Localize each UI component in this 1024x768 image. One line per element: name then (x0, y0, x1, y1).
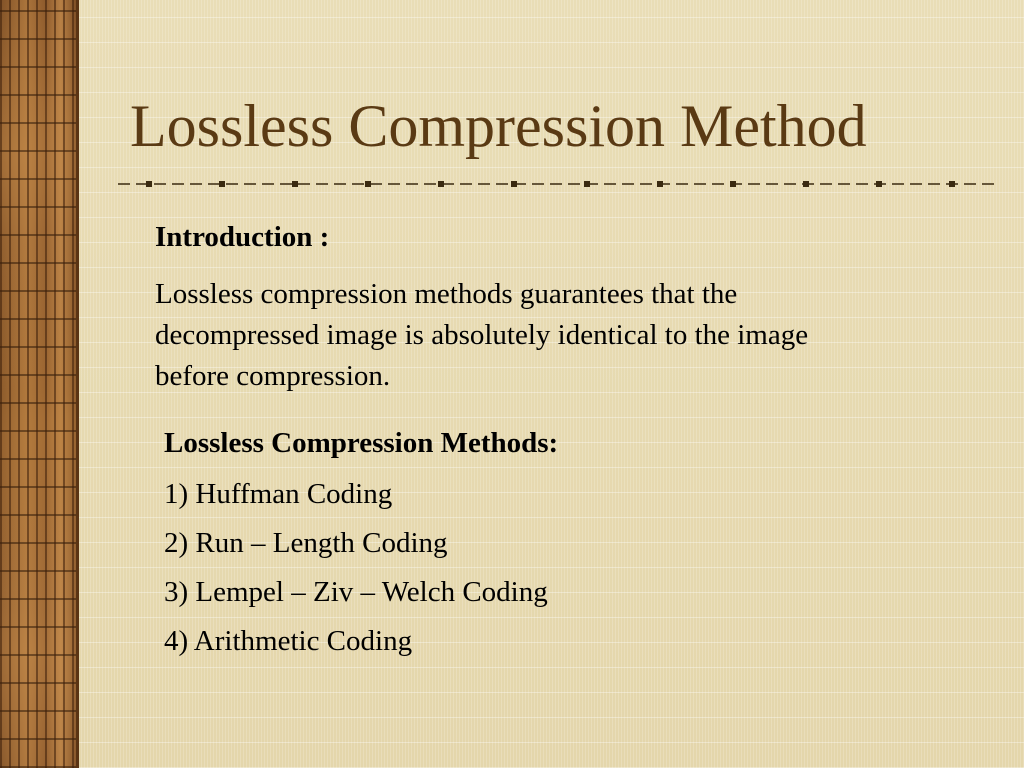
methods-heading: Lossless Compression Methods: (164, 427, 559, 459)
intro-line: decompressed image is absolutely identical to the image (155, 319, 809, 351)
intro-heading: Introduction : (155, 221, 330, 253)
method-list (164, 476, 548, 672)
intro-paragraph (155, 274, 955, 397)
list-item: 1) Huffman Coding (164, 478, 393, 510)
divider-marker (803, 181, 809, 187)
decorative-side-bar (0, 0, 76, 768)
divider-marker (438, 181, 444, 187)
slide-title: Lossless Compression Method (130, 93, 867, 159)
list-item: 3) Lempel – Ziv – Welch Coding (164, 576, 548, 608)
list-item: 2) Run – Length Coding (164, 527, 448, 559)
intro-line: Lossless compression methods guarantees that the (155, 278, 738, 310)
list-item: 4) Arithmetic Coding (164, 625, 413, 657)
divider-marker (365, 181, 371, 187)
divider-marker (949, 181, 955, 187)
divider-marker (292, 181, 298, 187)
divider-marker (876, 181, 882, 187)
divider-marker (511, 181, 517, 187)
intro-line: before compression. (155, 360, 391, 392)
side-bar-edge (76, 0, 79, 768)
title-divider (118, 178, 994, 190)
divider-marker (730, 181, 736, 187)
divider-marker (657, 181, 663, 187)
divider-marker (584, 181, 590, 187)
divider-marker (146, 181, 152, 187)
divider-marker (219, 181, 225, 187)
